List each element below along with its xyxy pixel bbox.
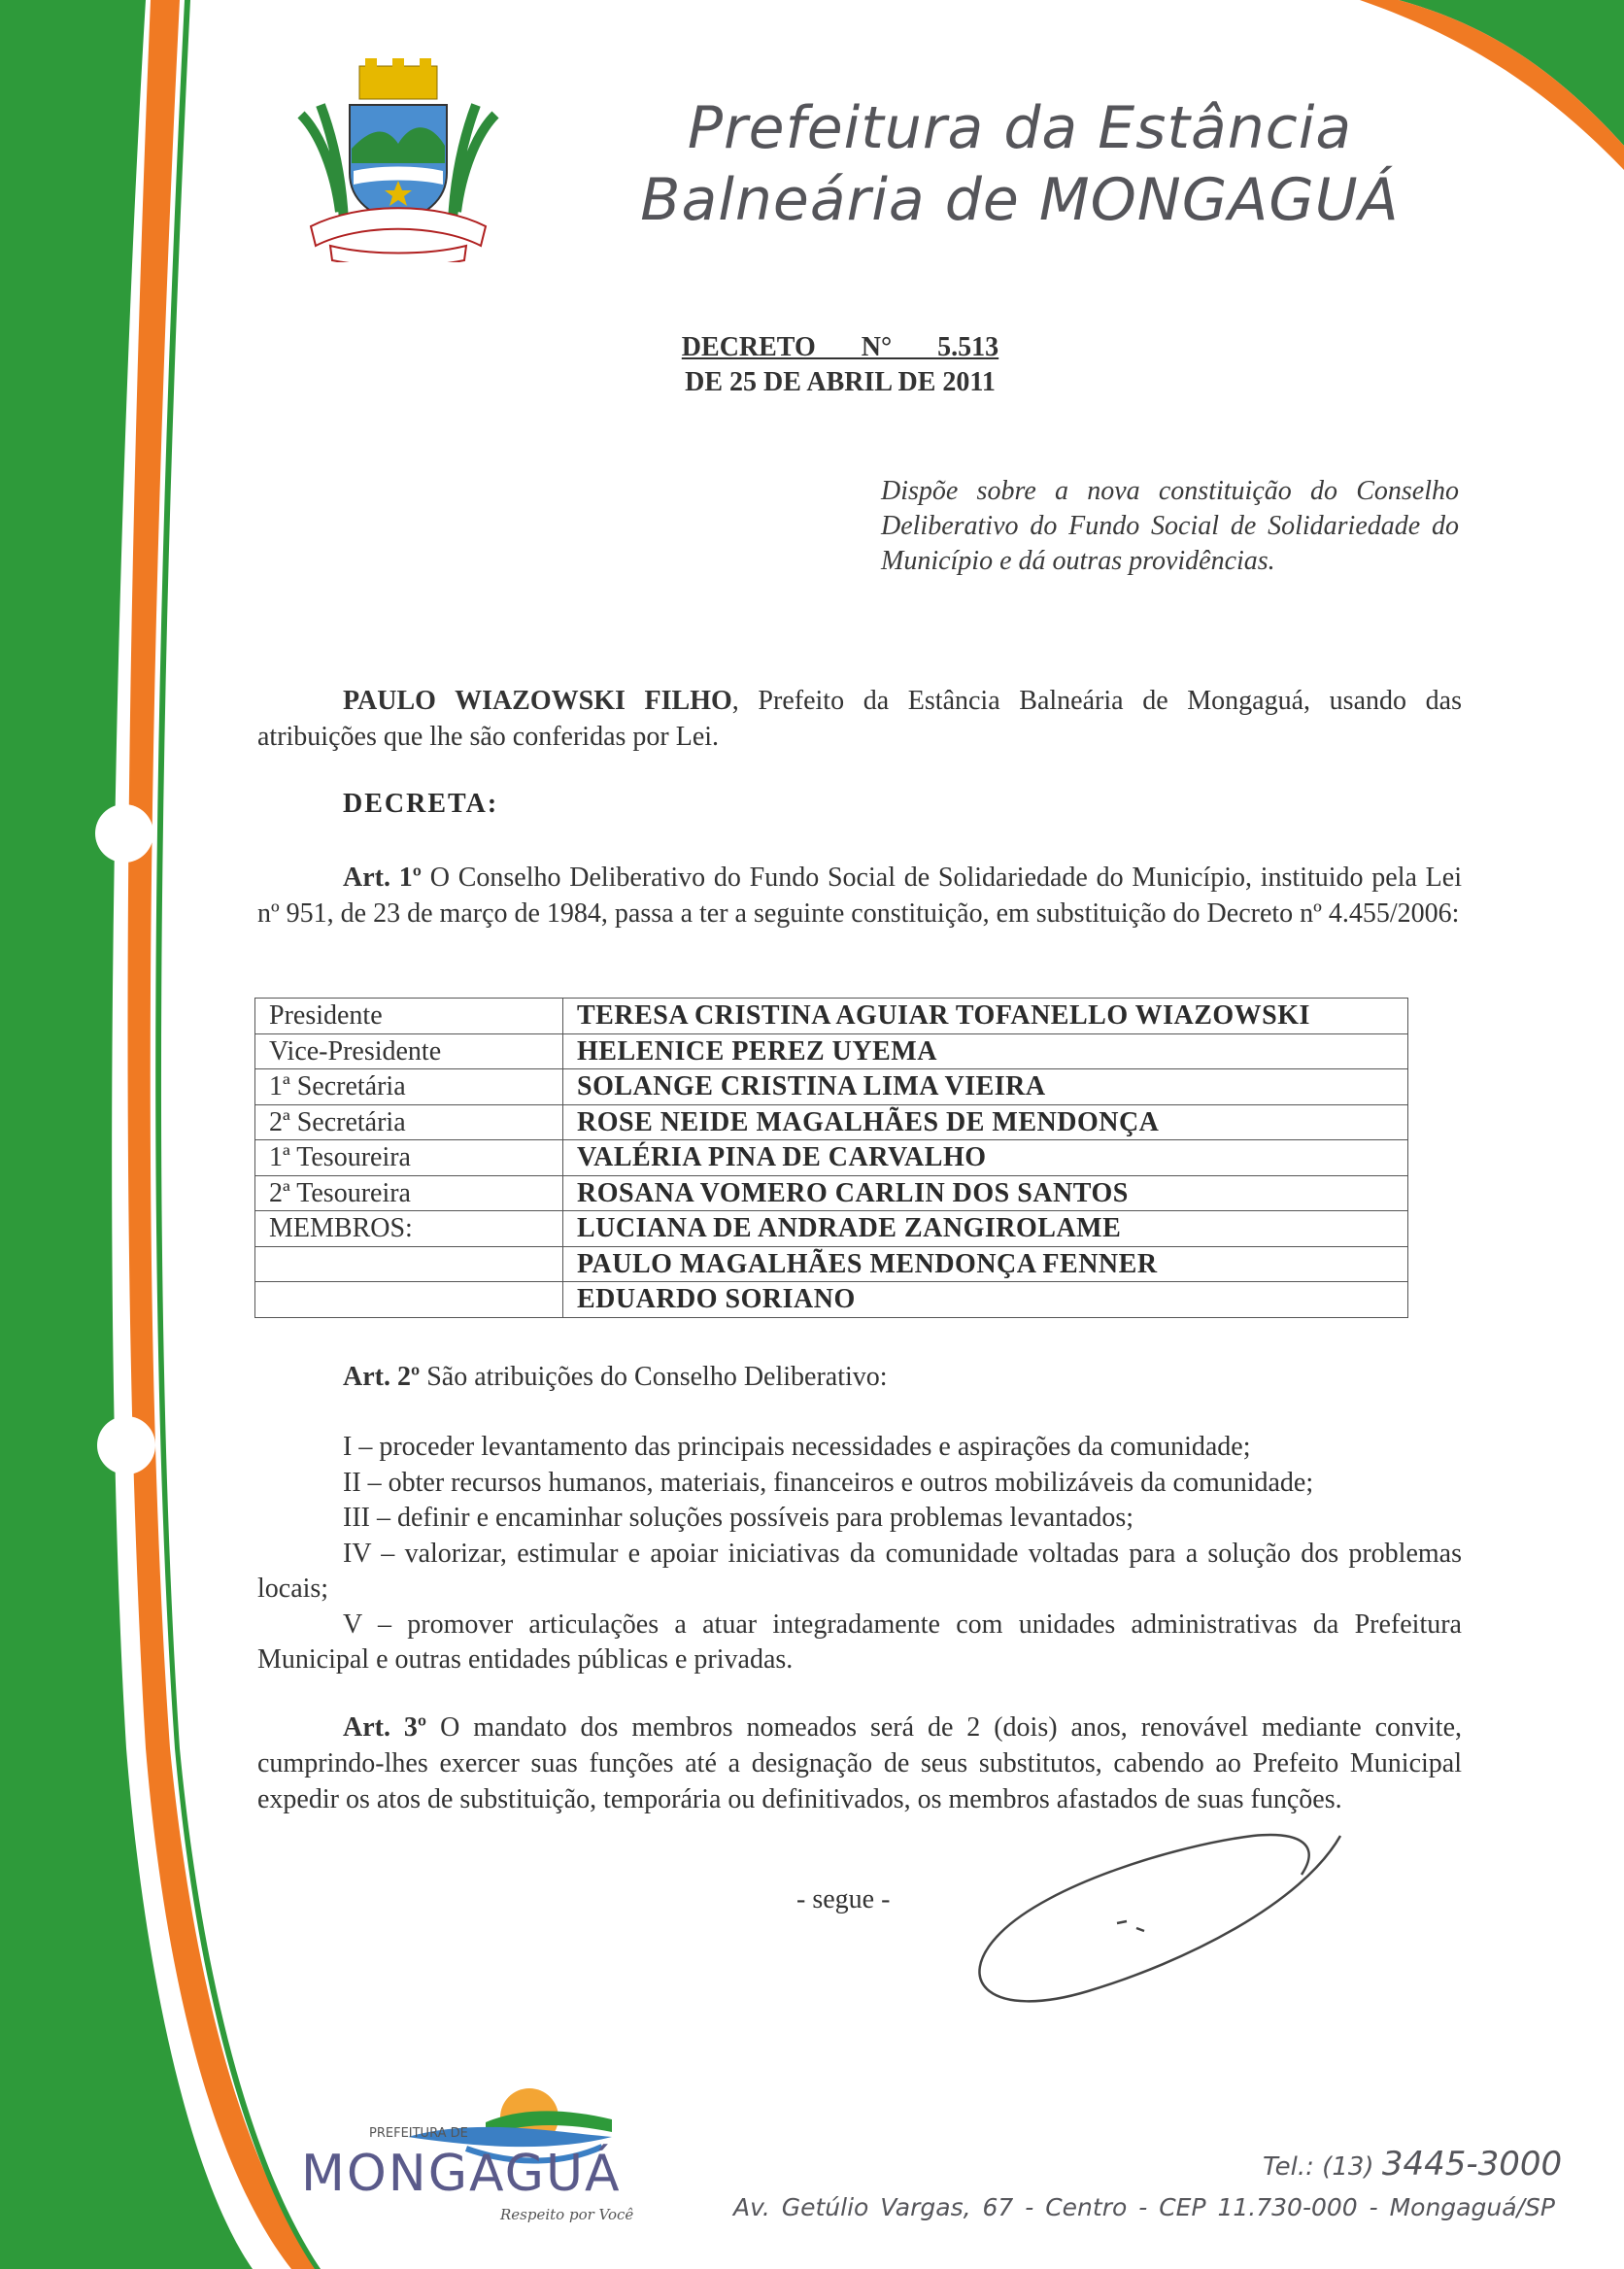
article-2-item: II – obter recursos humanos, materiais, financeiros e outros mobilizáveis da comunidade; <box>343 1467 1314 1498</box>
footer-phone <box>1263 2145 1562 2184</box>
council-row <box>255 1282 1408 1318</box>
council-member-name: ROSE NEIDE MAGALHÃES DE MENDONÇA <box>563 1104 1408 1140</box>
logo-slogan: Respeito por Você <box>500 2206 634 2223</box>
article-2-text: São atribuições do Conselho Deliberativo: <box>420 1362 888 1392</box>
article-2-label: Art. 2º <box>343 1362 421 1392</box>
article-1-label: Art. 1º <box>343 863 422 893</box>
article-2 <box>257 1359 1462 1395</box>
article-3-text: O mandato dos membros nomeados será de 2 (dois) anos, renovável mediante convite, cumprindo-lhes exercer suas funções até a designação de seus substitutos, cabendo ao Prefeito Municipal expedir os atos de substituição, temporária ou definitivados, os membros afastados de suas funções. <box>257 1712 1462 1814</box>
council-role: 2ª Secretária <box>255 1104 563 1140</box>
logo-small-text: PREFEITURA DE <box>369 2126 468 2141</box>
council-row <box>255 1140 1408 1176</box>
decree-number: DECRETO N° 5.513 <box>681 332 999 362</box>
article-2-items <box>257 1430 1462 1678</box>
letterhead-title-line2: Balneária de MONGAGUÁ <box>640 166 1400 234</box>
article-2-item: IV – valorizar, estimular e apoiar iniciativas da comunidade voltadas para a solução dos problemas locais; <box>257 1538 1462 1604</box>
article-2-item: V – promover articulações a atuar integradamente com unidades administrativas da Prefeitura Municipal e outras entidades públicas e privadas. <box>257 1609 1462 1675</box>
council-member-name: EDUARDO SORIANO <box>563 1282 1408 1318</box>
article-2-item: I – proceder levantamento das principais necessidades e aspirações da comunidade; <box>343 1432 1251 1462</box>
mayor-name: PAULO WIAZOWSKI FILHO <box>343 686 732 716</box>
council-role: 1ª Tesoureira <box>255 1140 563 1176</box>
continues-marker: - segue - <box>796 1884 891 1914</box>
letterhead-title <box>622 92 1418 236</box>
council-member-name: SOLANGE CRISTINA LIMA VIEIRA <box>563 1069 1408 1105</box>
council-role: 1ª Secretária <box>255 1069 563 1105</box>
council-row <box>255 1175 1408 1211</box>
council-role <box>255 1246 563 1282</box>
mongagua-logo-icon <box>282 2079 651 2234</box>
council-member-name: PAULO MAGALHÃES MENDONÇA FENNER <box>563 1246 1408 1282</box>
council-role: Vice-Presidente <box>255 1033 563 1069</box>
logo-big-text: MONGAGUÁ <box>301 2145 622 2203</box>
letterhead-title-line1: Prefeitura da Estância <box>687 94 1353 162</box>
article-1-text: O Conselho Deliberativo do Fundo Social de Solidariedade do Município, instituido pela Lei nº 951, de 23 de março de 1984, passa a ter a seguinte constituição, em substituição do Decreto nº 4.455/2006: <box>257 863 1462 929</box>
decree-date: DE 25 DE ABRIL DE 2011 <box>685 367 996 397</box>
preamble-text: , Prefeito da Estância Balneária de Mongaguá, usando das atribuições que lhe são conferidas por Lei. <box>257 686 1462 752</box>
council-row <box>255 1033 1408 1069</box>
council-row <box>255 1246 1408 1282</box>
council-member-name: ROSANA VOMERO CARLIN DOS SANTOS <box>563 1175 1408 1211</box>
council-role: MEMBROS: <box>255 1211 563 1247</box>
council-role: 2ª Tesoureira <box>255 1175 563 1211</box>
phone-label: Tel.: (13) <box>1263 2152 1374 2182</box>
decree-heading <box>622 330 1059 400</box>
article-2-item: III – definir e encaminhar soluções possíveis para problemas levantados; <box>343 1503 1134 1533</box>
council-row <box>255 999 1408 1034</box>
phone-number: 3445-3000 <box>1381 2145 1563 2184</box>
council-row <box>255 1211 1408 1247</box>
decree-summary: Dispõe sobre a nova constituição do Conselho Deliberativo do Fundo Social de Solidariedade do Município e dá outras providências. <box>881 476 1459 576</box>
footer-address: Av. Getúlio Vargas, 67 - Centro - CEP 11.730-000 - Mongaguá/SP <box>733 2193 1555 2221</box>
council-member-name: TERESA CRISTINA AGUIAR TOFANELLO WIAZOWSKI <box>563 999 1408 1034</box>
decreta-heading: DECRETA: <box>343 789 499 819</box>
preamble-paragraph <box>257 683 1462 755</box>
council-table <box>254 998 1408 1318</box>
council-member-name: LUCIANA DE ANDRADE ZANGIROLAME <box>563 1211 1408 1247</box>
council-row <box>255 1069 1408 1105</box>
article-3-label: Art. 3º <box>343 1712 427 1743</box>
signature-icon <box>932 1807 1360 2059</box>
council-row <box>255 1104 1408 1140</box>
article-1 <box>257 860 1462 931</box>
council-member-name: HELENICE PEREZ UYEMA <box>563 1033 1408 1069</box>
council-role <box>255 1282 563 1318</box>
coat-of-arms-icon <box>282 56 515 262</box>
council-role: Presidente <box>255 999 563 1034</box>
article-3 <box>257 1710 1462 1817</box>
council-member-name: VALÉRIA PINA DE CARVALHO <box>563 1140 1408 1176</box>
